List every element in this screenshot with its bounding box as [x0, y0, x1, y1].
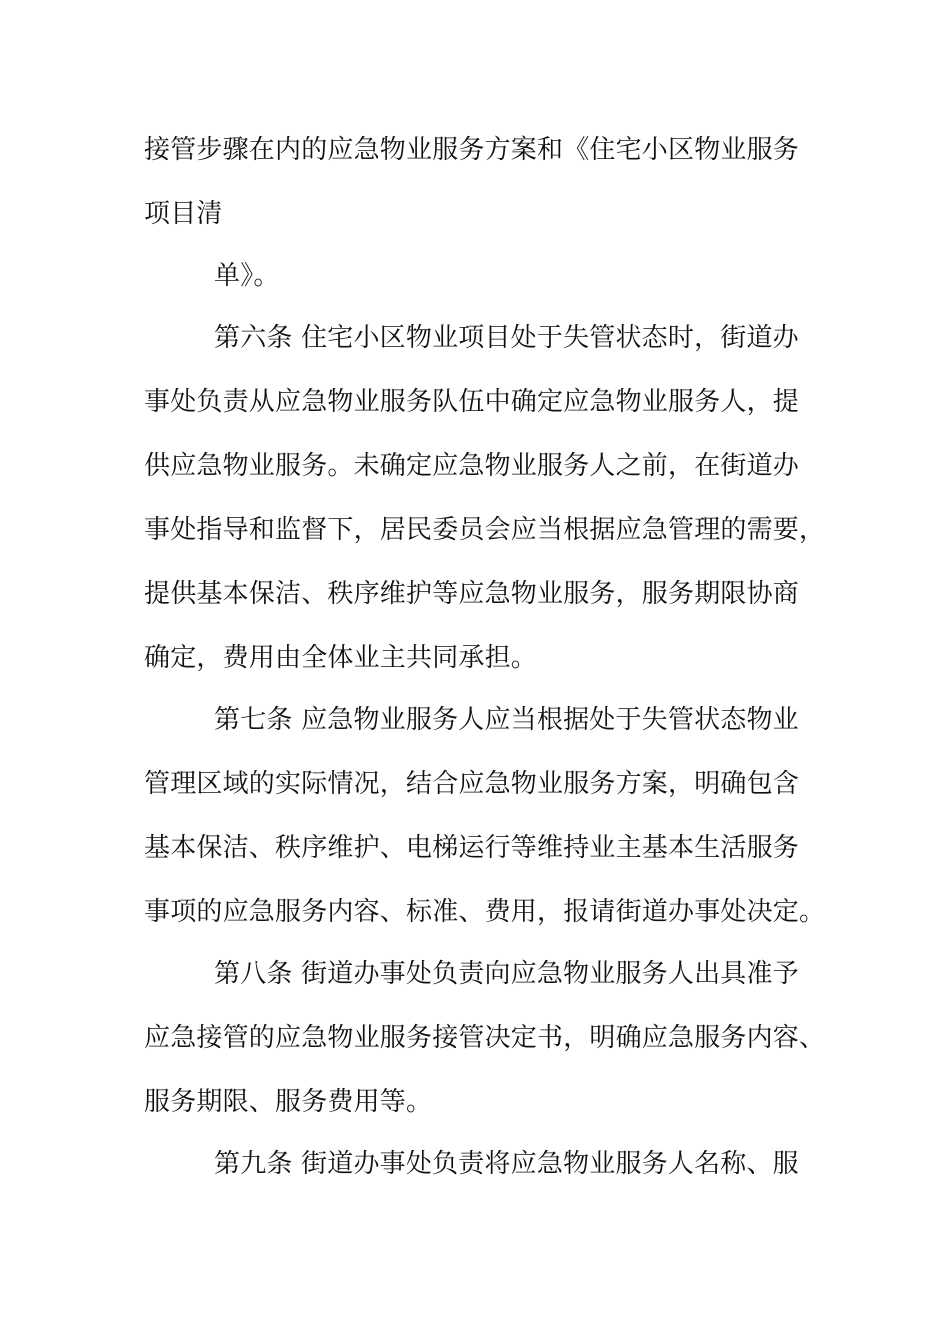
text-line: 第八条 街道办事处负责向应急物业服务人出具准予: [214, 959, 799, 989]
text-line: 确定，费用由全体业主共同承担。: [144, 643, 538, 673]
text-line: 单》。: [214, 261, 280, 291]
text-line: 第六条 住宅小区物业项目处于失管状态时，街道办: [214, 323, 799, 353]
text-line: 应急接管的应急物业服务接管决定书，明确应急服务内容、: [144, 1023, 826, 1053]
text-line: 项目清: [144, 199, 223, 229]
text-line: 服务期限、服务费用等。: [144, 1087, 433, 1117]
text-line: 管理区域的实际情况，结合应急物业服务方案，明确包含: [144, 769, 800, 799]
text-line: 提供基本保洁、秩序维护等应急物业服务，服务期限协商: [144, 579, 800, 609]
text-line: 接管步骤在内的应急物业服务方案和《住宅小区物业服务: [144, 135, 800, 165]
text-line: 供应急物业服务。未确定应急物业服务人之前，在街道办: [144, 451, 800, 481]
text-line: 基本保洁、秩序维护、电梯运行等维持业主基本生活服务: [144, 833, 800, 863]
text-line: 第九条 街道办事处负责将应急物业服务人名称、服: [214, 1149, 799, 1179]
text-line: 事处指导和监督下，居民委员会应当根据应急管理的需要，: [144, 515, 826, 545]
text-line: 第七条 应急物业服务人应当根据处于失管状态物业: [214, 705, 799, 735]
text-line: 事项的应急服务内容、标准、费用，报请街道办事处决定。: [144, 897, 826, 927]
text-line: 事处负责从应急物业服务队伍中确定应急物业服务人，提: [144, 387, 800, 417]
